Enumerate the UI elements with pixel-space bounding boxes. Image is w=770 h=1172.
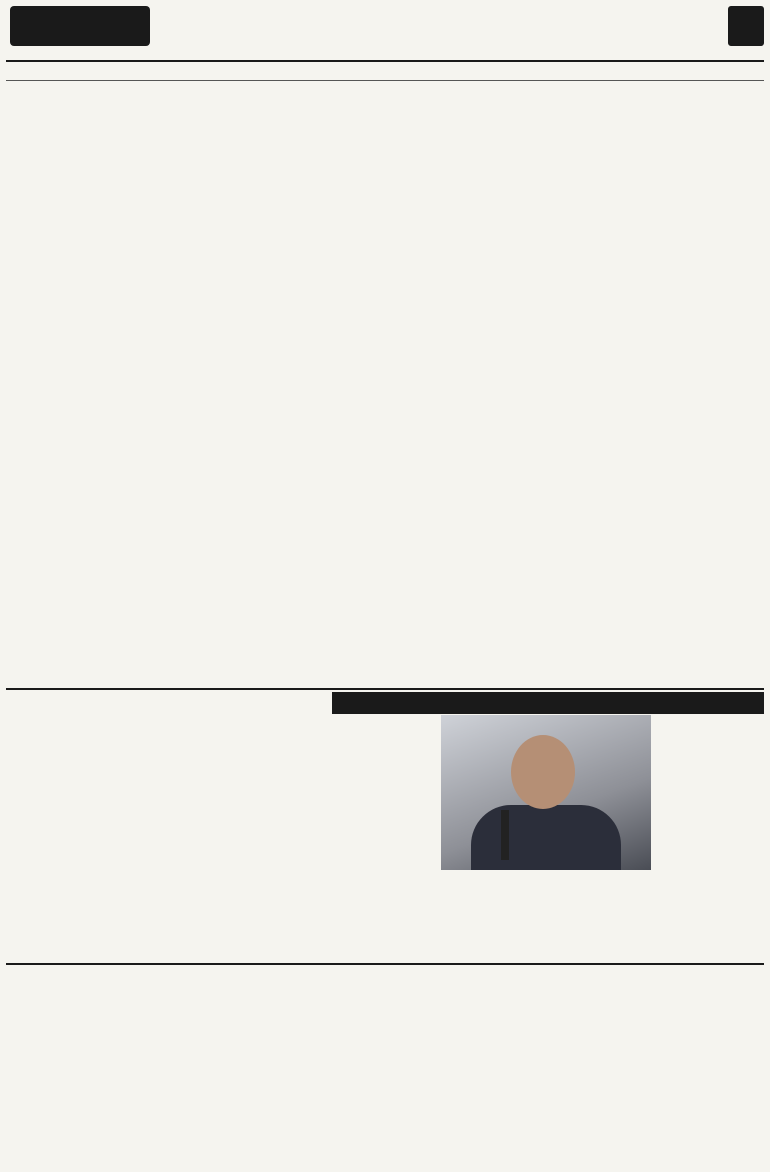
newspaper-logo	[10, 6, 150, 46]
photo-mic	[501, 810, 509, 860]
story-divider	[6, 688, 764, 690]
band-rule	[6, 80, 764, 81]
header-rule	[6, 60, 764, 62]
page-number	[728, 6, 764, 46]
masthead	[0, 0, 770, 62]
cabinet-headline	[332, 692, 764, 714]
photo-body	[471, 805, 621, 870]
story-divider-2	[6, 963, 764, 965]
minister-photo	[441, 715, 651, 870]
photo-face	[511, 735, 575, 809]
